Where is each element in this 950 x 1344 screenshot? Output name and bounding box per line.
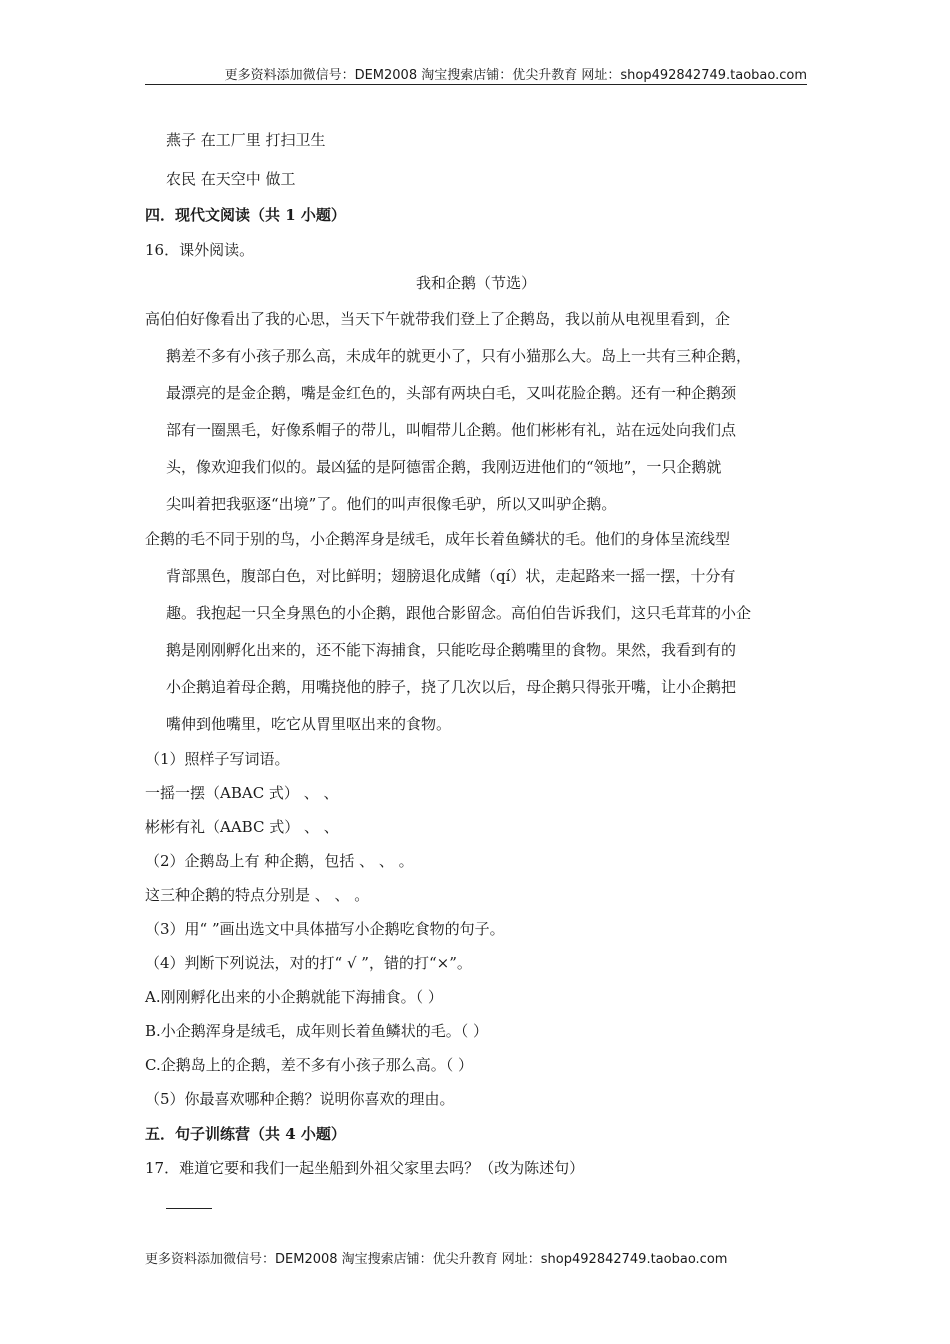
paragraph-1-line: 最漂亮的是金企鹅，嘴是金红色的，头部有两块白毛，又叫花脸企鹅。还有一种企鹅颈	[166, 384, 737, 402]
sub-question-4c: C.企鹅岛上的企鹅，差不多有小孩子那么高。（ ）	[145, 1056, 473, 1074]
sub-question-3: （3）用“ ”画出选文中具体描写小企鹅吃食物的句子。	[145, 920, 505, 938]
sub-question-5: （5）你最喜欢哪种企鹅？说明你喜欢的理由。	[145, 1090, 455, 1108]
page-header: 更多资料添加微信号：DEM2008 淘宝搜索店铺：优尖升教育 网址：shop492842749.taobao.com	[224, 68, 807, 83]
paragraph-2-line: 嘴伸到他嘴里，吃它从胃里呕出来的食物。	[166, 715, 452, 733]
sub-question-4: （4）判断下列说法，对的打“ √ ”，错的打“×”。	[145, 954, 472, 972]
sub-question-2: （2）企鹅岛上有 种企鹅，包括 、 、 。	[145, 852, 414, 870]
paragraph-2-line: 趣。我抱起一只全身黑色的小企鹅，跟他合影留念。高伯伯告诉我们，这只毛茸茸的小企	[166, 604, 752, 622]
paragraph-2-line: 鹅是刚刚孵化出来的，还不能下海捕食，只能吃母企鹅嘴里的食物。果然，我看到有的	[166, 641, 737, 659]
sub-question-4b: B.小企鹅浑身是绒毛，成年则长着鱼鳞状的毛。（ ）	[145, 1022, 489, 1040]
matching-row-2: 农民 在天空中 做工	[166, 170, 296, 188]
answer-blank-line	[166, 1208, 212, 1209]
paragraph-2-line: 小企鹅追着母企鹅，用嘴挠他的脖子，挠了几次以后，母企鹅只得张开嘴，让小企鹅把	[166, 678, 737, 696]
paragraph-2-line: 背部黑色，腹部白色，对比鲜明；翅膀退化成鳍（qí）状，走起路来一摇一摆，十分有	[166, 567, 736, 585]
sub-question-1: （1）照样子写词语。	[145, 750, 290, 768]
paragraph-1-line: 高伯伯好像看出了我的心思，当天下午就带我们登上了企鹅岛，我以前从电视里看到，企	[145, 310, 731, 328]
paragraph-1-line: 头，像欢迎我们似的。最凶猛的是阿德雷企鹅，我刚迈进他们的“领地”，一只企鹅就	[166, 458, 722, 476]
paragraph-2-line: 企鹅的毛不同于别的鸟，小企鹅浑身是绒毛，成年长着鱼鳞状的毛。他们的身体呈流线型	[145, 530, 731, 548]
question-17: 17．难道它要和我们一起坐船到外祖父家里去吗？（改为陈述句）	[145, 1159, 585, 1177]
page-footer: 更多资料添加微信号：DEM2008 淘宝搜索店铺：优尖升教育 网址：shop492842749.taobao.com	[145, 1252, 728, 1267]
sub-question-1b: 彬彬有礼（AABC 式） 、 、	[145, 818, 339, 836]
section-5-heading: 五．句子训练营（共 4 小题）	[145, 1125, 346, 1143]
sub-question-1a: 一摇一摆（ABAC 式） 、 、	[145, 784, 339, 802]
section-4-heading: 四．现代文阅读（共 1 小题）	[145, 206, 346, 224]
sub-question-4a: A.刚刚孵化出来的小企鹅就能下海捕食。（ ）	[145, 988, 443, 1006]
matching-row-1: 燕子 在工厂里 打扫卫生	[166, 131, 326, 149]
passage-title: 我和企鹅（节选）	[415, 274, 536, 292]
question-16: 16．课外阅读。	[145, 241, 255, 259]
paragraph-1-line: 鹅差不多有小孩子那么高，未成年的就更小了，只有小猫那么大。岛上一共有三种企鹅，	[166, 347, 752, 365]
paragraph-1-line: 部有一圈黑毛，好像系帽子的带儿，叫帽带儿企鹅。他们彬彬有礼，站在远处向我们点	[166, 421, 737, 439]
header-divider	[145, 84, 807, 85]
paragraph-1-line: 尖叫着把我驱逐“出境”了。他们的叫声很像毛驴，所以又叫驴企鹅。	[166, 495, 617, 513]
sub-question-2b: 这三种企鹅的特点分别是 、 、 。	[145, 886, 370, 904]
